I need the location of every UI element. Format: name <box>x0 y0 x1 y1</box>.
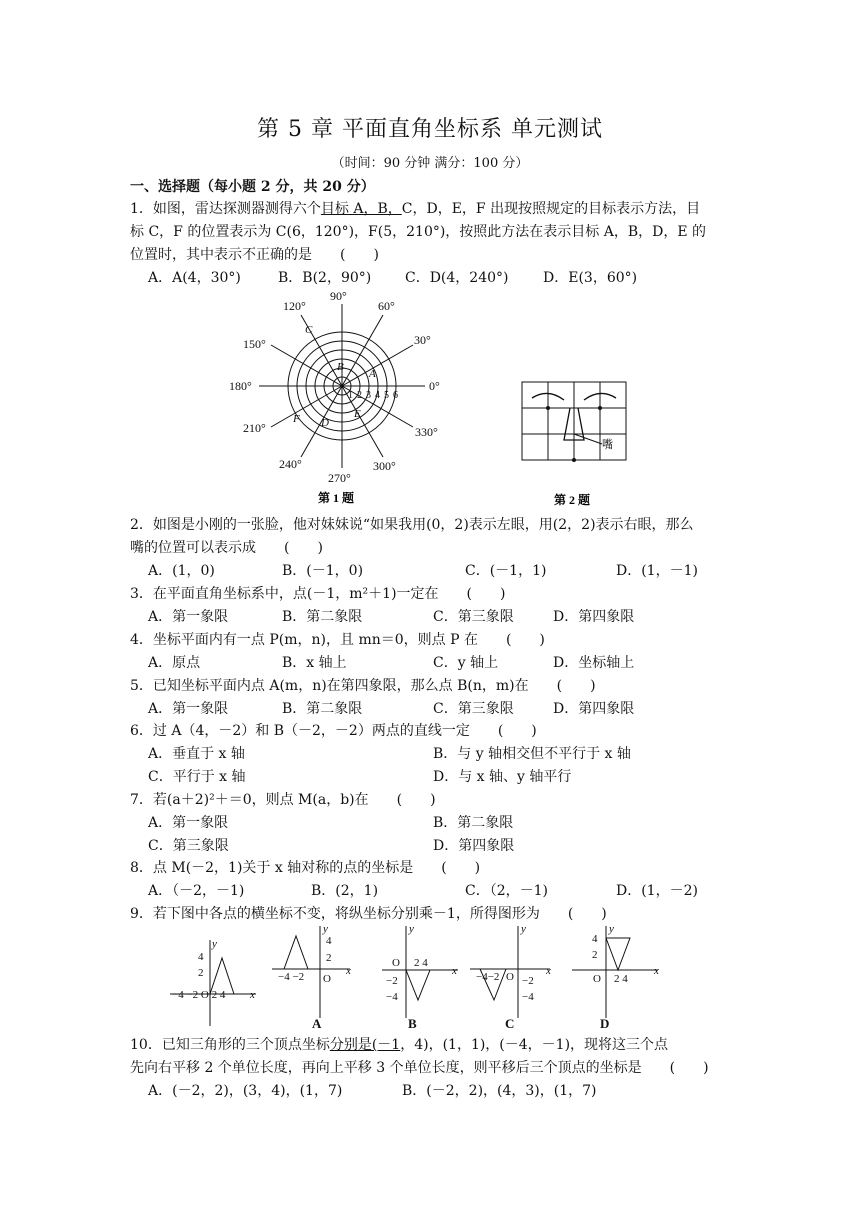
q7-text: 7．若(a＋2)²＋＝0，则点 M(a，b)在 ( ) <box>130 792 436 808</box>
figure-2-caption: 第 2 题 <box>554 493 591 507</box>
q5-text: 5．已知坐标平面内点 A(m，n)在第四象限，那么点 B(n，m)在 ( ) <box>130 678 596 694</box>
ring-label-3: 3 <box>366 390 371 401</box>
q6-option-d: D．与 x 轴、y 轴平行 <box>433 769 572 785</box>
angle-label-90: 90° <box>330 289 347 303</box>
q1-option-b: B．B(2，90°) <box>278 270 372 286</box>
q8-option-b: B．(2，1) <box>311 883 379 899</box>
angle-label-240: 240° <box>279 457 302 471</box>
q2-text-line1: 2．如图是小刚的一张脸，他对妹妹说“如果我用(0，2)表示左眼，用(2，2)表示右眼，那么 <box>130 517 694 533</box>
page-title: 第 5 章 平面直角坐标系 单元测试 <box>257 117 603 142</box>
q2-option-c: C．(－1，1) <box>465 563 547 579</box>
svg-text:O: O <box>506 971 514 983</box>
svg-text:O: O <box>593 973 601 985</box>
q1-option-d: D．E(3，60°) <box>543 270 638 286</box>
q9-text: 9．若下图中各点的横坐标不变，将纵坐标分别乘－1，所得图形为 ( ) <box>130 906 607 922</box>
q9-graph-label-c: C <box>505 1016 515 1031</box>
q7-option-b: B．第二象限 <box>433 815 514 831</box>
ring-label-6: 6 <box>393 390 398 401</box>
q1-text-line2: 标 C，F 的位置表示为 C(6，120°)，F(5，210°)，按照此方法在表示目标 A，B，D，E 的 <box>130 224 707 240</box>
angle-label-150: 150° <box>243 337 266 351</box>
point-d-label: D <box>321 417 329 429</box>
q1-option-c: C．D(4，240°) <box>405 270 509 286</box>
point-f-label: F <box>293 413 300 425</box>
q10-text-line1: 10．已知三角形的三个顶点坐标分别是(－1，4)，(1，1)，(－4，－1)，现将这三个点 <box>130 1037 669 1053</box>
q5-option-d: D．第四象限 <box>553 701 635 717</box>
q4-text: 4．坐标平面内有一点 P(m，n)，且 mn＝0，则点 P 在 ( ) <box>130 632 545 648</box>
q1-text-line3: 位置时，其中表示不正确的是 ( ) <box>130 247 379 263</box>
svg-text:−2: −2 <box>386 975 398 987</box>
radar-polar-figure <box>225 286 455 508</box>
q6-option-b: B．与 y 轴相交但不平行于 x 轴 <box>433 746 631 762</box>
q6-option-a: A．垂直于 x 轴 <box>148 746 245 762</box>
q3-option-c: C．第三象限 <box>433 609 514 625</box>
q7-option-c: C．第三象限 <box>148 838 229 854</box>
q3-text: 3．在平面直角坐标系中，点(－1，m²＋1)一定在 ( ) <box>130 586 506 602</box>
svg-text:y: y <box>609 923 614 935</box>
svg-text:y: y <box>521 923 526 935</box>
ring-label-4: 4 <box>375 390 380 401</box>
angle-label-30: 30° <box>414 333 431 347</box>
q8-option-c: C．（2，－1) <box>465 883 548 899</box>
q2-option-d: D．(1，－1) <box>616 563 698 579</box>
q8-option-d: D．(1，－2) <box>616 883 698 899</box>
q2-option-b: B．(－1，0) <box>282 563 364 579</box>
svg-text:−4: −4 <box>522 991 534 1003</box>
svg-text:−4 −2: −4 −2 <box>278 971 305 983</box>
q10-option-b: B．(－2，2)，(4，3)，(1，7) <box>402 1083 597 1099</box>
svg-text:−4: −4 <box>386 991 398 1003</box>
q1-option-a: A．A(4，30°) <box>148 270 241 286</box>
svg-text:2 4: 2 4 <box>414 957 428 969</box>
svg-text:x: x <box>452 965 457 977</box>
q9-graph-label-d: D <box>600 1016 610 1031</box>
mouth-label: 嘴 <box>602 439 613 451</box>
q4-option-d: D．坐标轴上 <box>553 655 635 671</box>
angle-label-330: 330° <box>415 425 438 439</box>
angle-label-300: 300° <box>373 459 396 473</box>
angle-label-120: 120° <box>283 299 306 313</box>
angle-label-270: 270° <box>328 471 351 485</box>
svg-text:x: x <box>250 989 255 1001</box>
svg-text:−4−2: −4−2 <box>476 971 500 983</box>
q3-option-a: A．第一象限 <box>148 609 229 625</box>
q2-option-a: A．(1，0) <box>148 563 215 579</box>
q3-option-b: B．第二象限 <box>282 609 363 625</box>
ring-label-2: 2 <box>357 390 362 401</box>
angle-label-180: 180° <box>229 379 252 393</box>
q3-option-d: D．第四象限 <box>553 609 635 625</box>
svg-text:x: x <box>346 965 351 977</box>
section-heading: 一、选择题（每小题 2 分，共 20 分） <box>130 179 375 195</box>
svg-text:x: x <box>654 965 659 977</box>
q4-option-c: C．y 轴上 <box>433 655 499 671</box>
point-c-label: C <box>305 324 313 336</box>
exam-info: （时间：90 分钟 满分：100 分） <box>331 156 529 171</box>
figure-1-caption: 第 1 题 <box>318 491 355 505</box>
q7-option-d: D．第四象限 <box>433 838 515 854</box>
ring-label-1: 1 <box>348 390 353 401</box>
angle-label-210: 210° <box>243 421 266 435</box>
angle-label-0: 0° <box>429 379 440 393</box>
q6-option-c: C．平行于 x 轴 <box>148 769 246 785</box>
svg-text:2: 2 <box>592 949 598 961</box>
q5-option-a: A．第一象限 <box>148 701 229 717</box>
point-b-label: B <box>337 361 344 373</box>
svg-text:2 4: 2 4 <box>614 973 628 985</box>
svg-text:4: 4 <box>326 935 332 947</box>
point-a-label: A <box>369 368 376 380</box>
q9-graphs-figure <box>160 922 670 1032</box>
q10-option-a: A．(－2，2)，(3，4)，(1，7) <box>148 1083 343 1099</box>
svg-text:2: 2 <box>326 952 332 964</box>
q4-option-a: A．原点 <box>148 655 201 671</box>
q5-option-b: B．第二象限 <box>282 701 363 717</box>
ring-label-5: 5 <box>384 390 389 401</box>
svg-text:y: y <box>212 938 217 950</box>
q9-graph-label-b: B <box>408 1016 417 1031</box>
q1-text-line1: 1．如图，雷达探测器测得六个目标 A，B，C，D，E，F 出现按照规定的目标表示方法，目 <box>130 201 701 217</box>
q4-option-b: B．x 轴上 <box>282 655 347 671</box>
q8-text: 8．点 M(－2，1)关于 x 轴对称的点的坐标是 ( ) <box>130 860 481 876</box>
svg-text:4: 4 <box>198 951 204 963</box>
q2-text-line2: 嘴的位置可以表示成 ( ) <box>130 540 323 556</box>
q7-option-a: A．第一象限 <box>148 815 229 831</box>
svg-text:y: y <box>323 923 328 935</box>
q5-option-c: C．第三象限 <box>433 701 514 717</box>
svg-text:4: 4 <box>592 933 598 945</box>
q8-option-a: A．（－2，－1) <box>148 883 245 899</box>
svg-text:y: y <box>409 923 414 935</box>
svg-text:x: x <box>546 965 551 977</box>
svg-text:O: O <box>392 957 400 969</box>
svg-text:−2: −2 <box>522 975 534 987</box>
q9-graph-label-a: A <box>312 1016 322 1031</box>
q10-text-line2: 先向右平移 2 个单位长度，再向上平移 3 个单位长度，则平移后三个顶点的坐标是 ( ) <box>130 1060 709 1076</box>
angle-label-60: 60° <box>378 299 395 313</box>
face-grid-figure <box>518 378 638 508</box>
q6-text: 6．过 A（4，－2）和 B（－2，－2）两点的直线一定 ( ) <box>130 723 537 739</box>
svg-text:−4 −2 O 2 4: −4 −2 O 2 4 <box>172 989 226 1001</box>
svg-text:2: 2 <box>198 967 204 979</box>
svg-text:O: O <box>323 973 331 985</box>
point-e-label: E <box>354 408 361 420</box>
